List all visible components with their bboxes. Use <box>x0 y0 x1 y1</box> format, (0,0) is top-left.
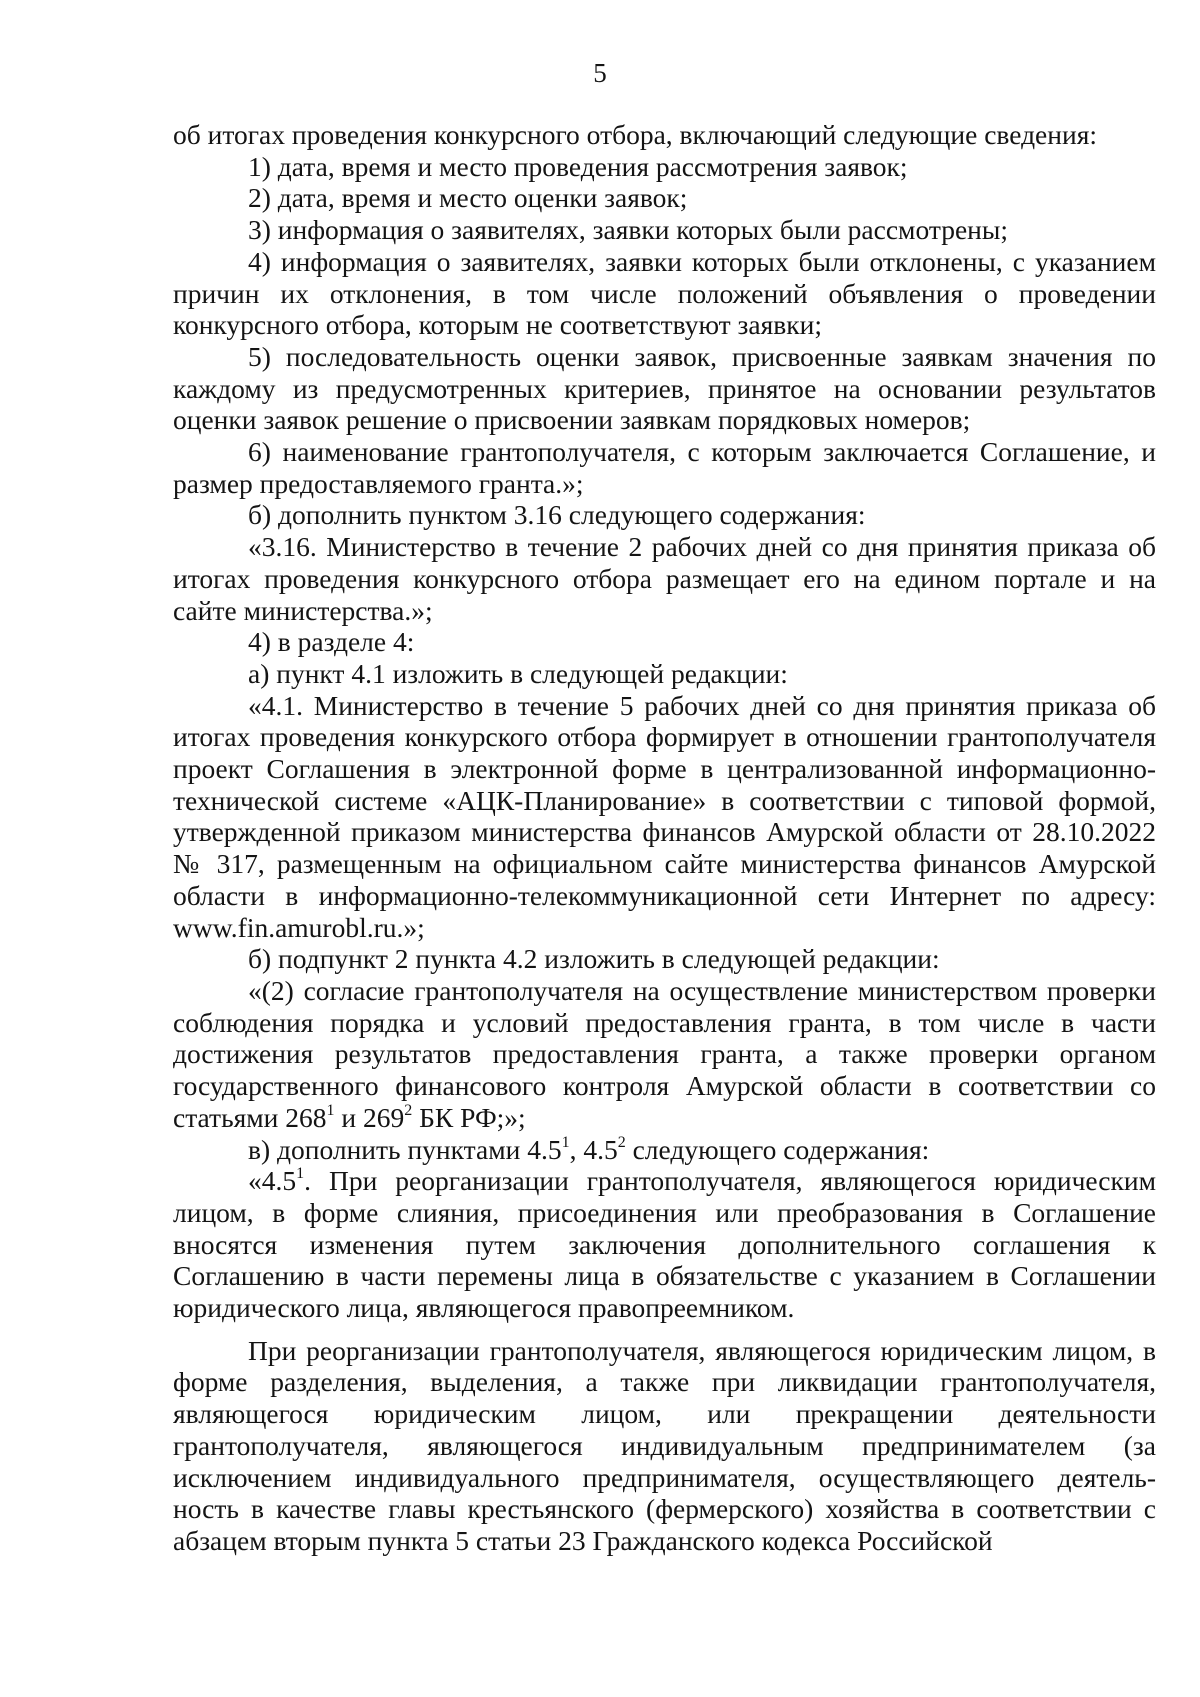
superscript: 2 <box>617 1133 626 1151</box>
superscript: 1 <box>561 1133 570 1151</box>
paragraph: б) подпункт 2 пункта 4.2 изложить в следующей редакции: <box>248 943 940 975</box>
superscript: 1 <box>326 1101 335 1119</box>
paragraph: 4) информация о заявителях, заявки которых были отклонены, с указанием причин их отклонения, в том числе положений объявления о проведении конкурсного отбора, которым не соответствуют заявки; <box>173 245 1156 341</box>
page-number: 5 <box>593 58 607 88</box>
superscript: 2 <box>404 1101 413 1119</box>
paragraph: 2) дата, время и место оценки заявок; <box>248 182 688 214</box>
paragraph: «3.16. Министерство в течение 2 рабочих дней со дня принятия приказа об итогах проведения конкурсного отбора размещает его на едином портале и на сайте министерства.»; <box>173 531 1156 626</box>
superscript: 1 <box>296 1165 305 1183</box>
paragraph: «4.1. Министерство в течение 5 рабочих дней со дня принятия приказа об итогах проведения конкурского отбора формирует в отношении грантополучателя проект Соглашения в электронной форме в централизованной информационно-технической системе «АЦК-Планирование» в соответствии с типовой формой, утвержденной приказом министерства финансов Амурской области от 28.10.2022 № 317, размещенным на официальном сайте министерства финансов Амурской области в информационно-телекоммуникационной сети Интернет по адресу: www.fin.amurobl.ru.»; <box>173 689 1156 943</box>
paragraph: об итогах проведения конкурсного отбора, включающий следующие сведения: <box>173 119 1097 150</box>
paragraph: 1) дата, время и место проведения рассмотрения заявок; <box>248 150 908 182</box>
paragraph: б) дополнить пунктом 3.16 следующего содержания: <box>248 499 866 531</box>
paragraph: 5) последовательность оценки заявок, присвоенные заявкам значения по каждому из предусмотренных критериев, принятое на основании результатов оценки заявок решение о присвоении заявкам порядковых номеров; <box>173 340 1156 436</box>
paragraph: в) дополнить пунктами $4.5^1$, $4.5^2$ следующего содержания: <box>248 1133 930 1165</box>
paragraph: «$4.5^1$. При реорганизации грантополучателя, являющегося юридическим лицом, в форме слияния, присоединения или преобразования в Соглашение вносятся изменения путем заключения дополнительного соглашения к Соглашению в части перемены лица в обязательстве с указанием в Соглашении юридического лица, являющегося правопреемником. <box>173 1165 1156 1324</box>
paragraph: При реорганизации грантополучателя, являющегося юридическим лицом, в форме разделения, выделения, а также при ликвидации грантополучателя, являющегося юридическим лицом, или прекращении деятельности грантополучателя, являющегося индивидуальным предпринимателем (за исключением индивидуального предпринимателя, осуществляющего деятель-ность в качестве главы крестьянского (фермерского) хозяйства в соответствии с абзацем вторым пункта 5 статьи 23 Гражданского кодекса Российской <box>173 1334 1156 1556</box>
paragraph: а) пункт 4.1 изложить в следующей редакции: <box>248 657 788 689</box>
paragraph: «(2) согласие грантополучателя на осуществление министерством проверки соблюдения порядка и условий предоставления гранта, в том числе в части достижения результатов предоставления гранта, а также проверки органом государственного финансового контроля Амурской области в соответствии со статьями $268^1$ и $269^2$ БК РФ;»; <box>173 974 1156 1133</box>
paragraph: 3) информация о заявителях, заявки которых были рассмотрены; <box>248 214 1008 246</box>
document-body <box>173 119 1156 1557</box>
paragraph: 4) в разделе 4: <box>248 626 415 658</box>
paragraph: 6) наименование грантополучателя, с которым заключается Соглашение, и размер предоставляемого гранта.»; <box>173 436 1156 499</box>
